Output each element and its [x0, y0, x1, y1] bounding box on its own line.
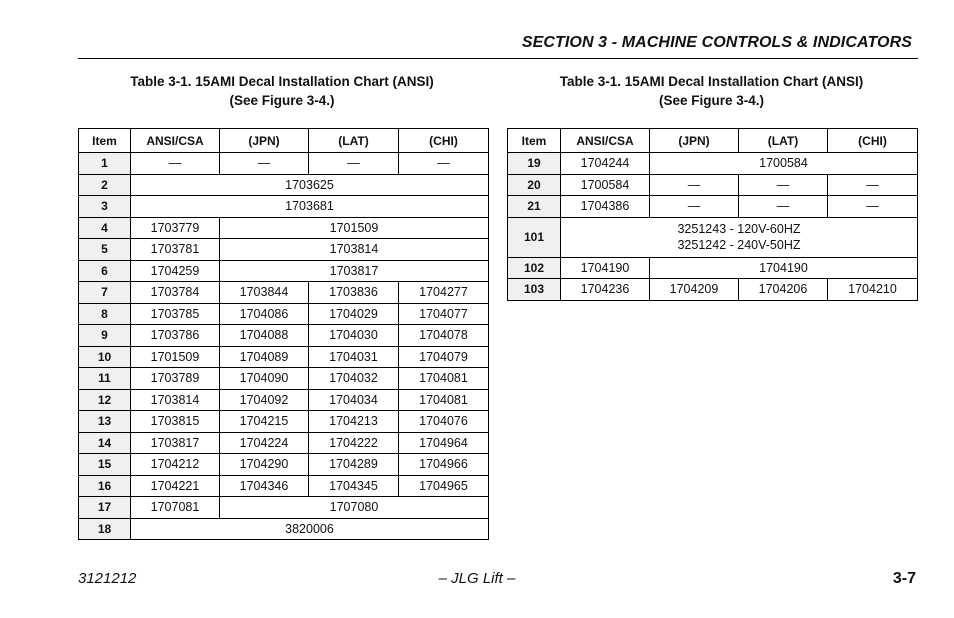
ansi-cell: 1703814	[131, 389, 220, 411]
merged-cell: 1701509	[220, 217, 489, 239]
item-cell: 18	[79, 518, 131, 540]
chi-cell: —	[828, 196, 918, 218]
jpn-cell: —	[650, 174, 739, 196]
table-row	[79, 196, 489, 218]
col-header-jpn: (JPN)	[220, 129, 309, 153]
ansi-cell: 1704244	[561, 153, 650, 175]
item-cell: 7	[79, 282, 131, 304]
jpn-cell: —	[220, 153, 309, 175]
chi-cell: 1704078	[399, 325, 489, 347]
ansi-cell: 1703789	[131, 368, 220, 390]
doc-number: 3121212	[78, 570, 137, 587]
table-row	[79, 282, 489, 304]
footer-brand: – JLG Lift –	[438, 570, 516, 587]
table-row	[79, 346, 489, 368]
item-cell: 14	[79, 432, 131, 454]
lat-cell: 1704345	[309, 475, 399, 497]
item-cell: 1	[79, 153, 131, 175]
chi-cell: 1704077	[399, 303, 489, 325]
chi-cell: 1704079	[399, 346, 489, 368]
table-row	[79, 432, 489, 454]
col-header-chi: (CHI)	[828, 129, 918, 153]
item-cell: 21	[508, 196, 561, 218]
caption-line1: Table 3-1. 15AMI Decal Installation Chart (ANSI)	[559, 74, 864, 89]
table-header-row	[79, 129, 489, 153]
item-cell: 15	[79, 454, 131, 476]
lat-cell: 1704034	[309, 389, 399, 411]
ansi-cell: 1704190	[561, 257, 650, 279]
jpn-cell: 1703844	[220, 282, 309, 304]
col-header-jpn: (JPN)	[650, 129, 739, 153]
jpn-cell: 1704215	[220, 411, 309, 433]
lat-cell: —	[309, 153, 399, 175]
item-cell: 3	[79, 196, 131, 218]
ansi-cell: 1701509	[131, 346, 220, 368]
table-row	[79, 174, 489, 196]
table-row	[79, 153, 489, 175]
table-row	[508, 257, 918, 279]
lat-cell: 1703836	[309, 282, 399, 304]
item-cell: 12	[79, 389, 131, 411]
col-header-ansi: ANSI/CSA	[561, 129, 650, 153]
item-cell: 5	[79, 239, 131, 261]
table-row	[79, 411, 489, 433]
decal-table-left	[78, 128, 489, 540]
lat-cell: 1704032	[309, 368, 399, 390]
jpn-cell: 1704209	[650, 279, 739, 301]
col-header-item: Item	[508, 129, 561, 153]
table-row	[508, 153, 918, 175]
table-row	[79, 303, 489, 325]
item-cell: 2	[79, 174, 131, 196]
item-cell: 11	[79, 368, 131, 390]
table-row	[79, 389, 489, 411]
table-header-row	[508, 129, 918, 153]
item-cell: 17	[79, 497, 131, 519]
item-cell: 20	[508, 174, 561, 196]
chi-cell: 1704965	[399, 475, 489, 497]
jpn-cell: 1704092	[220, 389, 309, 411]
item-cell: 102	[508, 257, 561, 279]
merged-cell: 1703681	[131, 196, 489, 218]
merged-cell: 1703817	[220, 260, 489, 282]
chi-cell: 1704277	[399, 282, 489, 304]
merged-cell	[561, 217, 918, 257]
item-cell: 16	[79, 475, 131, 497]
table-row	[79, 368, 489, 390]
ansi-cell: 1703817	[131, 432, 220, 454]
item-cell: 8	[79, 303, 131, 325]
lat-cell: 1704289	[309, 454, 399, 476]
lat-cell: 1704030	[309, 325, 399, 347]
merged-cell: 1704190	[650, 257, 918, 279]
table-row	[79, 497, 489, 519]
ansi-cell: 1703785	[131, 303, 220, 325]
ansi-cell: 1704221	[131, 475, 220, 497]
lat-cell: 1704029	[309, 303, 399, 325]
col-header-lat: (LAT)	[739, 129, 828, 153]
section-title: SECTION 3 - MACHINE CONTROLS & INDICATORS	[521, 34, 912, 51]
item-cell: 4	[79, 217, 131, 239]
caption-line2: (See Figure 3-4.)	[229, 93, 335, 108]
item-cell: 9	[79, 325, 131, 347]
chi-cell: —	[399, 153, 489, 175]
table-row	[79, 325, 489, 347]
jpn-cell: 1704086	[220, 303, 309, 325]
col-header-ansi: ANSI/CSA	[131, 129, 220, 153]
jpn-cell: 1704290	[220, 454, 309, 476]
caption-line1: Table 3-1. 15AMI Decal Installation Chart (ANSI)	[130, 74, 434, 89]
col-header-chi: (CHI)	[399, 129, 489, 153]
item-cell: 10	[79, 346, 131, 368]
col-header-lat: (LAT)	[309, 129, 399, 153]
col-header-item: Item	[79, 129, 131, 153]
table-row	[508, 217, 918, 257]
chi-cell: 1704081	[399, 389, 489, 411]
decal-table-right	[507, 128, 918, 301]
lat-cell: —	[739, 196, 828, 218]
jpn-cell: 1704224	[220, 432, 309, 454]
table-row	[79, 239, 489, 261]
jpn-cell: 1704089	[220, 346, 309, 368]
table-row	[79, 260, 489, 282]
table-row	[79, 475, 489, 497]
item-cell: 6	[79, 260, 131, 282]
chi-cell: 1704076	[399, 411, 489, 433]
ansi-cell: 1703784	[131, 282, 220, 304]
ansi-cell: 1704259	[131, 260, 220, 282]
lat-cell: 1704213	[309, 411, 399, 433]
table-row	[508, 196, 918, 218]
table-row	[79, 454, 489, 476]
ansi-cell: 1704212	[131, 454, 220, 476]
lat-cell: 1704222	[309, 432, 399, 454]
merged-cell: 1703625	[131, 174, 489, 196]
page-number: 3-7	[892, 570, 916, 587]
item-cell: 103	[508, 279, 561, 301]
item-cell: 13	[79, 411, 131, 433]
ansi-cell: 1703786	[131, 325, 220, 347]
jpn-cell: 1704346	[220, 475, 309, 497]
chi-cell: —	[828, 174, 918, 196]
header-divider	[78, 58, 918, 59]
merged-cell: 1703814	[220, 239, 489, 261]
lat-cell: 1704031	[309, 346, 399, 368]
table-caption-left	[78, 72, 486, 110]
table-caption-right	[507, 72, 916, 110]
merged-cell: 1707080	[220, 497, 489, 519]
lat-cell: 1704206	[739, 279, 828, 301]
table-row	[79, 518, 489, 540]
table-row	[79, 217, 489, 239]
ansi-cell: 1707081	[131, 497, 220, 519]
item-cell: 19	[508, 153, 561, 175]
chi-cell: 1704210	[828, 279, 918, 301]
ansi-cell: 1703781	[131, 239, 220, 261]
jpn-cell: 1704090	[220, 368, 309, 390]
ansi-cell: —	[131, 153, 220, 175]
ansi-cell: 1704236	[561, 279, 650, 301]
caption-line2: (See Figure 3-4.)	[658, 93, 765, 108]
jpn-cell: —	[650, 196, 739, 218]
table-row	[508, 174, 918, 196]
voltage-line-1: 3251243 - 120V-60HZ	[677, 222, 801, 236]
ansi-cell: 1704386	[561, 196, 650, 218]
voltage-line-2: 3251242 - 240V-50HZ	[677, 238, 801, 252]
merged-cell: 3820006	[131, 518, 489, 540]
ansi-cell: 1703779	[131, 217, 220, 239]
ansi-cell: 1703815	[131, 411, 220, 433]
chi-cell: 1704964	[399, 432, 489, 454]
item-cell: 101	[508, 217, 561, 257]
jpn-cell: 1704088	[220, 325, 309, 347]
chi-cell: 1704081	[399, 368, 489, 390]
ansi-cell: 1700584	[561, 174, 650, 196]
lat-cell: —	[739, 174, 828, 196]
chi-cell: 1704966	[399, 454, 489, 476]
table-row	[508, 279, 918, 301]
merged-cell: 1700584	[650, 153, 918, 175]
